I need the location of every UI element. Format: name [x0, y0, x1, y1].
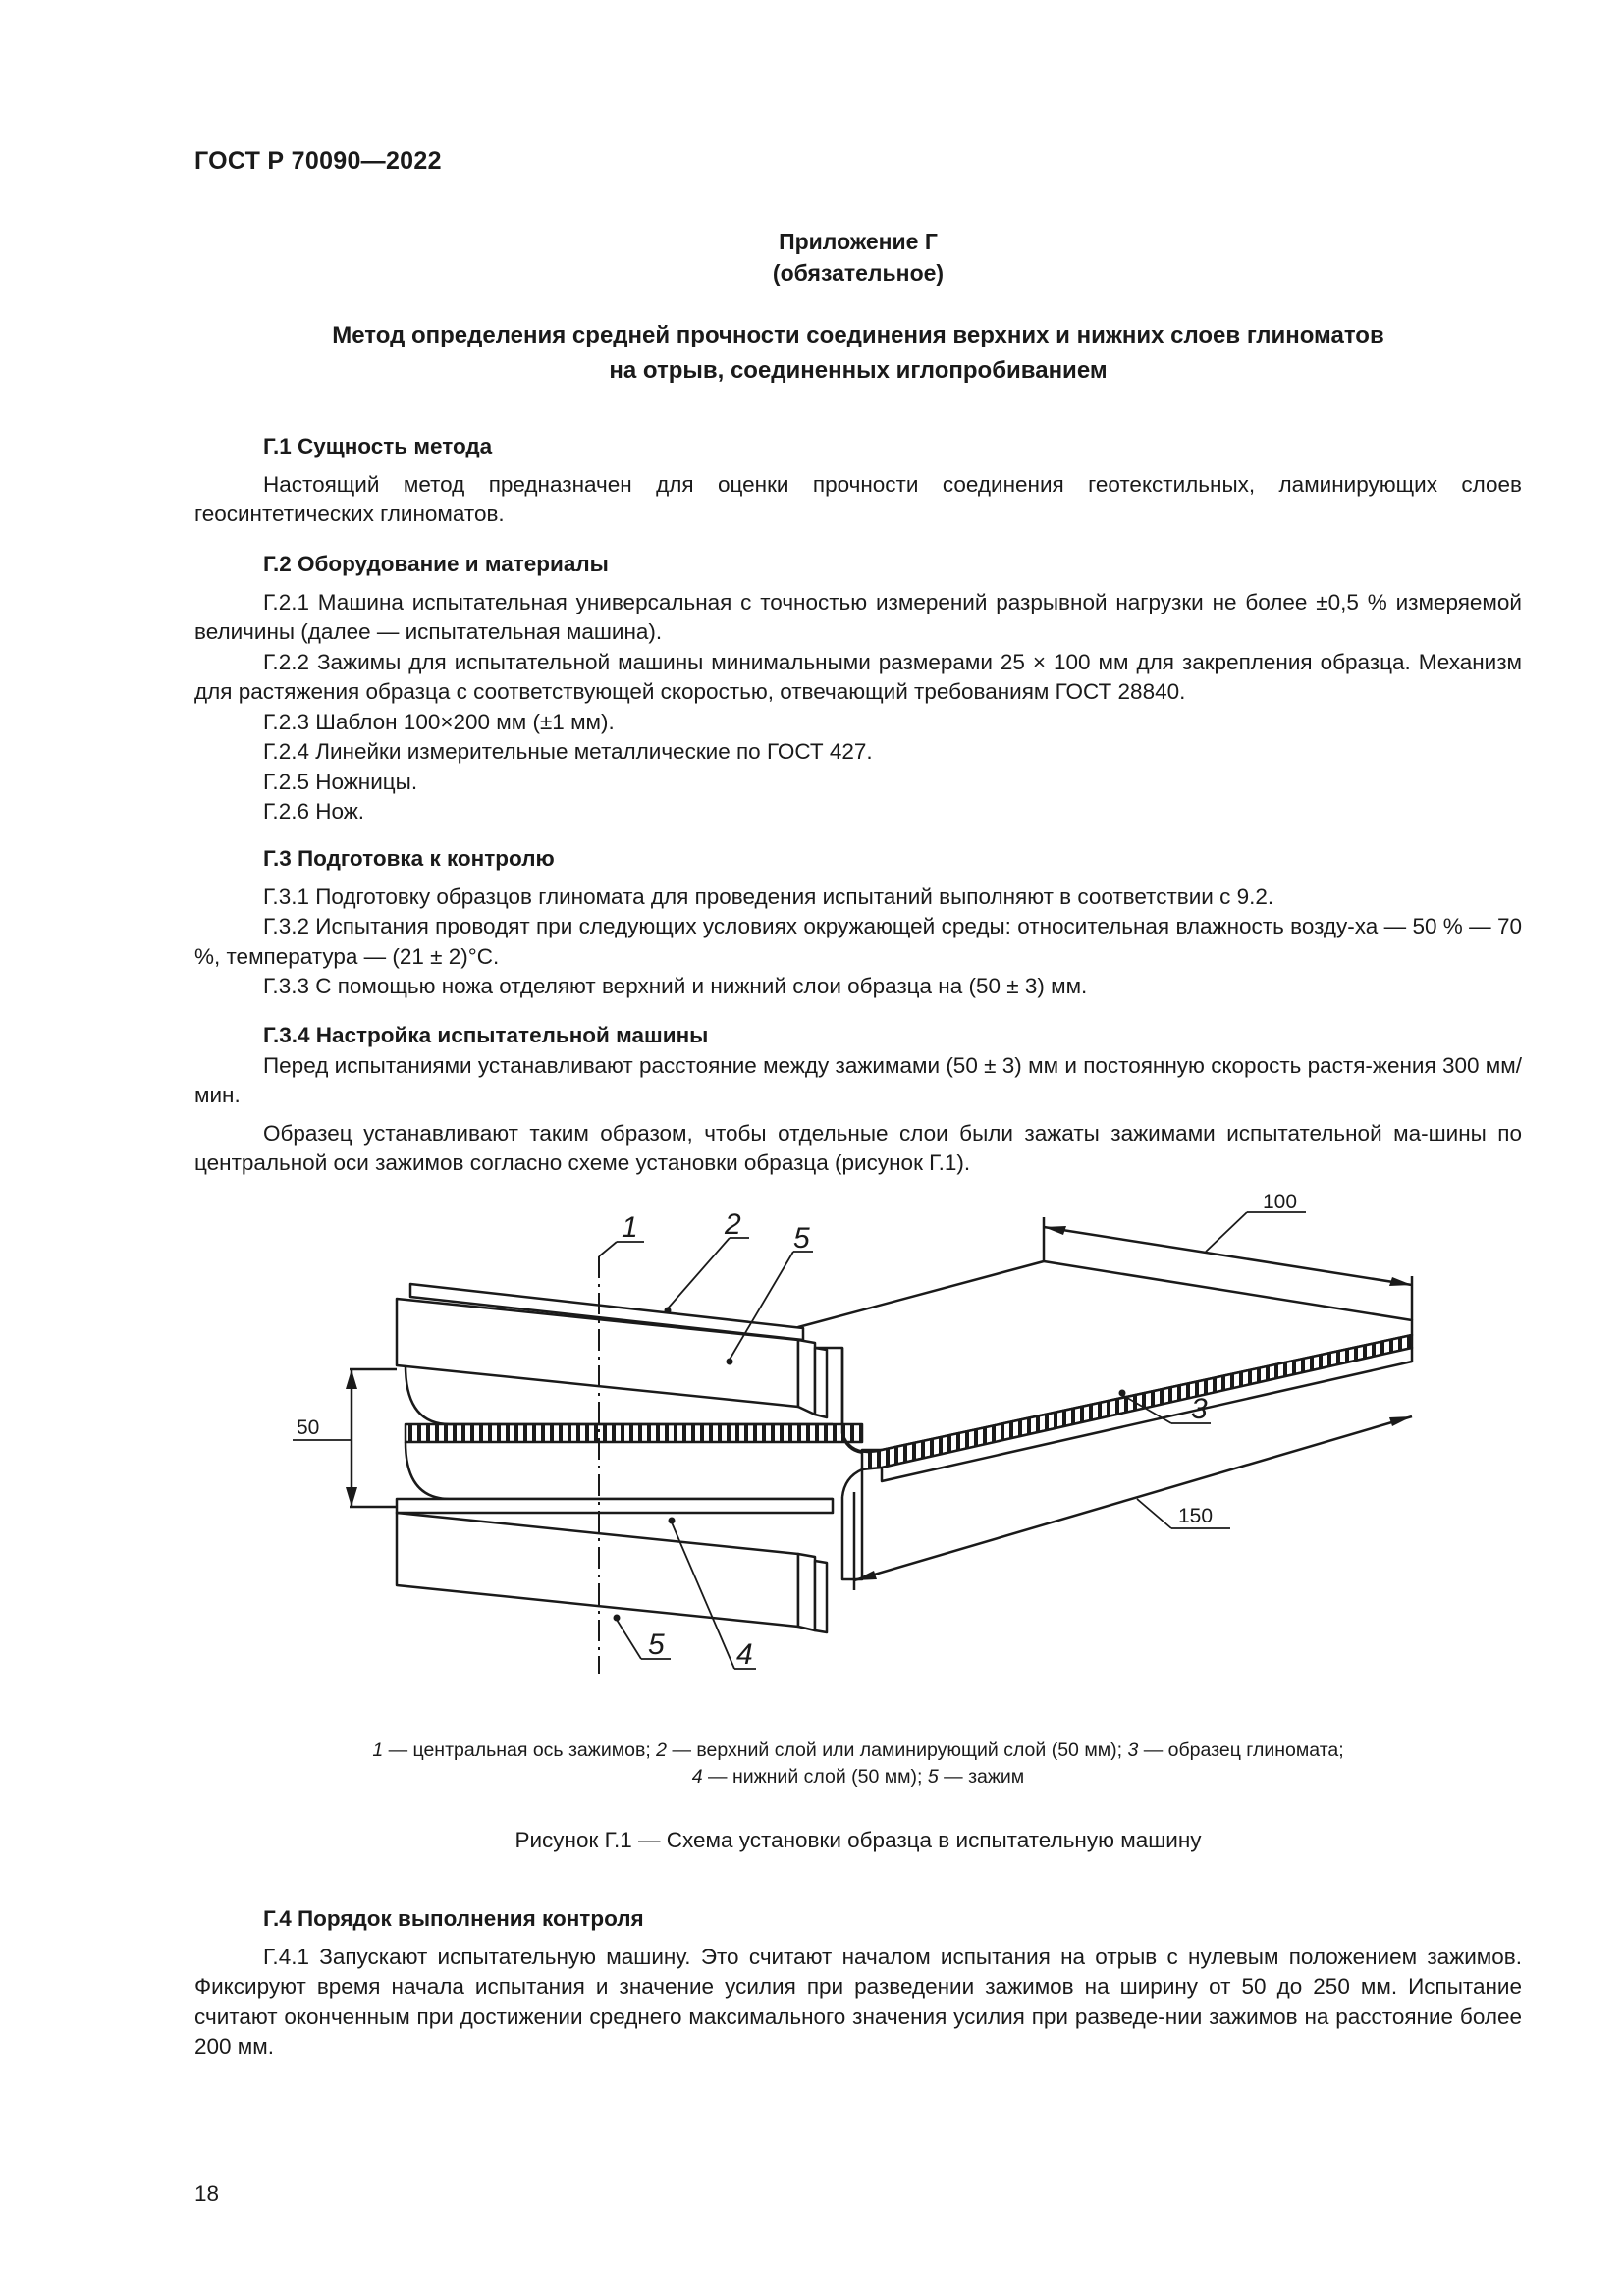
- figure-label-3: 3: [1191, 1393, 1208, 1425]
- paragraph: Образец устанавливают таким образом, чтобы отдельные слои были зажаты зажимами испытательной ма-шины по центральной оси зажимов согласно схеме установки образца (рисунок Г.1).: [194, 1120, 1522, 1175]
- list-item: Г.2.2 Зажимы для испытательной машины минимальными размерами 25 × 100 мм для закрепления образца. Механизм для растяжения образца с соответствующей скоростью, отвечающий требованиям ГОСТ 28840.: [194, 649, 1522, 704]
- list-item: Г.2.4 Линейки измерительные металлические по ГОСТ 427.: [263, 739, 873, 764]
- key-text: — верхний слой или ламинирующий слой (50 мм);: [667, 1739, 1128, 1761]
- main-title: [194, 318, 1522, 389]
- figure-key: [194, 1737, 1522, 1790]
- paragraph: Настоящий метод предназначен для оценки прочности соединения геотекстильных, ламинирующих слоев геосинтетических глиноматов.: [194, 471, 1522, 526]
- key-num: 1: [372, 1739, 384, 1761]
- appendix-heading: [194, 226, 1522, 289]
- key-text: — образец глиномата;: [1138, 1739, 1344, 1761]
- main-title-line-1: Метод определения средней прочности соединения верхних и нижних слоев глиноматов: [332, 322, 1384, 348]
- section-heading: Г.3.4 Настройка испытательной машины: [263, 1023, 709, 1047]
- section-heading: Г.2 Оборудование и материалы: [263, 552, 609, 576]
- section-g3: [194, 844, 1522, 1002]
- list-item: Г.3.1 Подготовку образцов глиномата для проведения испытаний выполняют в соответствии с 9.2.: [263, 883, 1274, 909]
- list-item: Г.3.2 Испытания проводят при следующих условиях окружающей среды: относительная влажность возду-ха — 50 % — 70 %, температура — (21 ± 2)°C.: [194, 914, 1522, 969]
- dimension-label-100: 100: [1263, 1191, 1298, 1213]
- dimension-label-50: 50: [297, 1416, 320, 1439]
- specimen-core-front: [406, 1424, 862, 1442]
- lower-clamp: [397, 1513, 798, 1627]
- document-code: ГОСТ Р 70090—2022: [194, 147, 442, 175]
- key-num: 2: [656, 1739, 668, 1761]
- list-item: Г.2.5 Ножницы.: [263, 769, 418, 794]
- figure-label-5-top: 5: [793, 1222, 810, 1255]
- figure-label-2: 2: [725, 1208, 741, 1241]
- section-g4: [194, 1904, 1522, 2062]
- dimension-label-150: 150: [1178, 1505, 1214, 1527]
- list-item: Г.2.6 Нож.: [263, 799, 365, 824]
- figure-title: Рисунок Г.1 — Схема установки образца в испытательную машину: [514, 1828, 1202, 1852]
- key-num: 3: [1127, 1739, 1139, 1761]
- lower-layer: [397, 1499, 833, 1513]
- figure-label-5-bottom: 5: [648, 1629, 665, 1661]
- list-item: Г.2.1 Машина испытательная универсальная с точностью измерений разрывной нагрузки не более ±0,5 % измеряемой величины (далее — испытательная машина).: [194, 589, 1522, 644]
- key-num: 5: [927, 1766, 939, 1788]
- section-heading: Г.1 Сущность метода: [263, 434, 493, 458]
- section-g34: [194, 1021, 1522, 1179]
- list-item: Г.3.3 С помощью ножа отделяют верхний и нижний слои образца на (50 ± 3) мм.: [263, 974, 1088, 998]
- appendix-title: Приложение Г: [779, 229, 938, 254]
- figure-label-4: 4: [736, 1638, 753, 1671]
- appendix-status: (обязательное): [772, 260, 945, 286]
- section-heading: Г.4 Порядок выполнения контроля: [263, 1906, 644, 1931]
- key-num: 4: [691, 1766, 703, 1788]
- section-g2: [194, 550, 1522, 828]
- list-item: Г.2.3 Шаблон 100×200 мм (±1 мм).: [263, 709, 615, 734]
- figure-specimen-setup: [194, 1183, 1522, 1733]
- key-text: — нижний слой (50 мм);: [702, 1766, 928, 1788]
- key-text: — центральная ось зажимов;: [383, 1739, 657, 1761]
- paragraph: Перед испытаниями устанавливают расстояние между зажимами (50 ± 3) мм и постоянную скорость растя-жения 300 мм/мин.: [194, 1052, 1522, 1107]
- key-text: — зажим: [938, 1766, 1025, 1788]
- paragraph: Г.4.1 Запускают испытательную машину. Это считают началом испытания на отрыв с нулевым положением зажимов. Фиксируют время начала испытания и значение усилия при разведении зажимов на ширину от 50 до 250 мм. Испытание считают оконченным при достижении среднего максимального значения усилия при разведе-нии зажимов на расстояние более 200 мм.: [194, 1944, 1522, 2058]
- section-heading: Г.3 Подготовка к контролю: [263, 846, 555, 871]
- section-g1: [194, 432, 1522, 530]
- figure-label-1: 1: [622, 1211, 638, 1244]
- main-title-line-2: на отрыв, соединенных иглопробиванием: [609, 357, 1108, 384]
- page-number: 18: [194, 2181, 220, 2206]
